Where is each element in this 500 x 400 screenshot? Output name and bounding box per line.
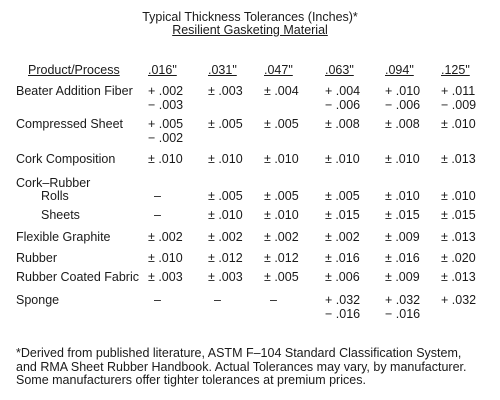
row-label: Sheets (41, 208, 80, 222)
table-row (0, 84, 500, 114)
table-cell (325, 230, 360, 244)
table-cell (385, 208, 420, 222)
cell-value: − .016 (385, 307, 421, 321)
header-col-label: .094" (385, 63, 414, 77)
cell-value: ± .016 (385, 251, 420, 265)
header-col-031 (208, 63, 237, 77)
table-cell (208, 293, 221, 307)
cell-value: ± .003 (148, 270, 183, 284)
row-label: Sponge (16, 293, 60, 307)
header-col-label: .125" (441, 63, 470, 77)
table-cell (385, 117, 420, 131)
cell-value: − .009 (441, 98, 477, 112)
table-cell (385, 152, 420, 166)
table-cell (325, 84, 360, 112)
cell-value: ± .004 (264, 84, 299, 98)
table-cell (264, 84, 299, 98)
row-label: Flexible Graphite (16, 230, 111, 244)
table-cell (148, 208, 161, 222)
cell-value: ± .010 (208, 208, 243, 222)
table-cell (208, 152, 243, 166)
table-cell (441, 208, 476, 222)
table-cell (148, 251, 183, 265)
cell-value: ± .002 (208, 230, 243, 244)
cell-value: – (270, 293, 277, 307)
table-cell (325, 293, 360, 321)
table-cell (148, 270, 183, 284)
table-cell (385, 251, 420, 265)
table-cell (148, 230, 183, 244)
cell-value: ± .010 (208, 152, 243, 166)
cell-value: ± .010 (264, 152, 299, 166)
table-cell (325, 189, 360, 203)
table-cell (208, 208, 243, 222)
cell-value: ± .002 (264, 230, 299, 244)
table-cell (264, 208, 299, 222)
cell-value: − .006 (325, 98, 361, 112)
cell-value: ± .010 (148, 152, 183, 166)
table-cell (385, 230, 420, 244)
table-cell (441, 293, 476, 307)
cell-value: ± .015 (441, 208, 476, 222)
table-cell (208, 251, 243, 265)
table-cell (325, 117, 360, 131)
table-cell (385, 270, 420, 284)
cell-value: ± .005 (264, 189, 299, 203)
header-col-125 (441, 63, 470, 77)
table-cell (208, 189, 243, 203)
table-cell (264, 251, 299, 265)
cell-value: + .032 (325, 293, 361, 307)
table-cell (208, 84, 243, 98)
footnote-line-2: and RMA Sheet Rubber Handbook. Actual Tolerances may vary, by manufacturer. (16, 359, 467, 374)
header-col-094 (385, 63, 414, 77)
cell-value: ± .013 (441, 270, 476, 284)
row-label: Rolls (41, 189, 69, 203)
table-cell (148, 189, 161, 203)
table-row (0, 293, 500, 323)
cell-value: ± .005 (264, 117, 299, 131)
table-cell (208, 230, 243, 244)
cell-value: ± .012 (208, 251, 243, 265)
table-cell (385, 189, 420, 203)
table-cell (385, 293, 420, 321)
cell-value: ± .015 (325, 208, 360, 222)
header-col-016 (148, 63, 177, 77)
cell-value: ± .002 (325, 230, 360, 244)
table-cell (264, 293, 277, 307)
title-line-2-text: Resilient Gasketing Material (172, 23, 328, 37)
table-cell (385, 84, 420, 112)
table-cell (325, 208, 360, 222)
cell-value: + .032 (385, 293, 421, 307)
cell-value: ± .006 (325, 270, 360, 284)
cell-value: ± .012 (264, 251, 299, 265)
cell-value: ± .010 (148, 251, 183, 265)
row-label: Rubber Coated Fabric (16, 270, 139, 284)
cell-value: ± .005 (325, 189, 360, 203)
footnote-line-1: *Derived from published literature, ASTM F–104 Standard Classification System, (16, 346, 462, 360)
header-product-process-label: Product/Process (28, 63, 120, 77)
cell-value: – (214, 293, 221, 307)
cell-value: ± .008 (385, 117, 420, 131)
cell-value: ± .005 (208, 117, 243, 131)
cell-value: ± .005 (264, 270, 299, 284)
table-cell (264, 117, 299, 131)
row-label: Cork Composition (16, 152, 116, 166)
cell-value: − .002 (148, 131, 184, 145)
cell-value: ± .010 (325, 152, 360, 166)
table-cell (325, 152, 360, 166)
row-label: Compressed Sheet (16, 117, 124, 131)
cell-value: + .032 (441, 293, 477, 307)
table-cell (264, 230, 299, 244)
cell-value: – (154, 208, 161, 222)
table-cell (264, 189, 299, 203)
footnote-line-3: Some manufacturers offer tighter tolerances at premium prices. (16, 373, 366, 387)
cell-value: ± .010 (264, 208, 299, 222)
table-cell (208, 270, 243, 284)
table-cell (441, 230, 476, 244)
cell-value: − .003 (148, 98, 184, 112)
cell-value: + .010 (385, 84, 421, 98)
cell-value: ± .008 (325, 117, 360, 131)
cell-value: ± .003 (208, 270, 243, 284)
table-cell (264, 152, 299, 166)
table-cell (325, 270, 360, 284)
header-col-label: .063" (325, 63, 354, 77)
table-cell (441, 117, 476, 131)
table-cell (148, 293, 161, 307)
table-cell (208, 117, 243, 131)
header-col-label: .047" (264, 63, 293, 77)
footnote (16, 347, 496, 388)
header-col-063 (325, 63, 354, 77)
cell-value: ± .013 (441, 230, 476, 244)
cell-value: ± .009 (385, 230, 420, 244)
row-label: Cork–Rubber (16, 176, 91, 190)
table-cell (441, 152, 476, 166)
cell-value: ± .016 (325, 251, 360, 265)
cell-value: ± .002 (148, 230, 183, 244)
cell-value: ± .015 (385, 208, 420, 222)
title-line-1: Typical Thickness Tolerances (Inches)* (142, 10, 358, 24)
cell-value: − .006 (385, 98, 421, 112)
cell-value: ± .010 (441, 117, 476, 131)
table-cell (148, 152, 183, 166)
cell-value: ± .020 (441, 251, 476, 265)
table-cell (441, 251, 476, 265)
header-product-process (28, 63, 120, 77)
cell-value: + .011 (441, 84, 476, 98)
cell-value: + .005 (148, 117, 184, 131)
header-col-047 (264, 63, 293, 77)
cell-value: – (154, 293, 161, 307)
table-cell (441, 189, 476, 203)
table-cell (148, 117, 183, 145)
cell-value: ± .010 (441, 189, 476, 203)
table-row (0, 117, 500, 147)
cell-value: ± .009 (385, 270, 420, 284)
cell-value: ± .003 (208, 84, 243, 98)
title-line-2 (0, 23, 500, 37)
cell-value: + .002 (148, 84, 184, 98)
cell-value: − .016 (325, 307, 361, 321)
row-label: Rubber (16, 251, 57, 265)
table-cell (264, 270, 299, 284)
cell-value: – (154, 189, 161, 203)
header-col-label: .016" (148, 63, 177, 77)
row-label: Beater Addition Fiber (16, 84, 133, 98)
cell-value: ± .010 (385, 189, 420, 203)
cell-value: + .004 (325, 84, 361, 98)
cell-value: ± .005 (208, 189, 243, 203)
table-cell (325, 251, 360, 265)
cell-value: ± .013 (441, 152, 476, 166)
table-cell (441, 84, 476, 112)
header-col-label: .031" (208, 63, 237, 77)
table-cell (441, 270, 476, 284)
cell-value: ± .010 (385, 152, 420, 166)
table-cell (148, 84, 183, 112)
